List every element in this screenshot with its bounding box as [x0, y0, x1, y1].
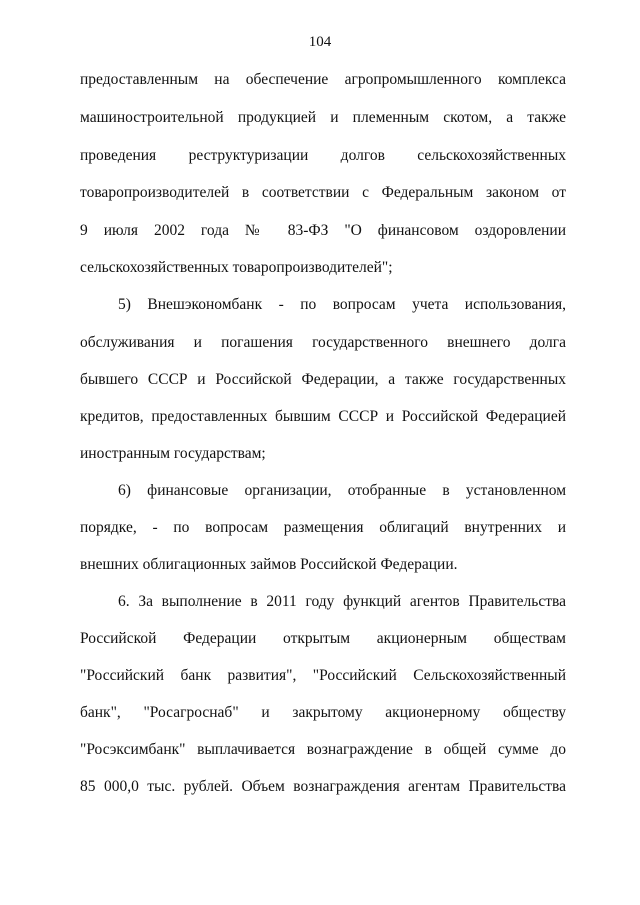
text-line: сельскохозяйственных товаропроизводителей";: [80, 259, 393, 276]
text-line: внешних облигационных займов Российской Федерации.: [80, 556, 458, 573]
text-line: товаропроизводителей в соответствии с Федеральным законом от: [80, 184, 566, 201]
text-line: "Российский банк развития", "Российский Сельскохозяйственный: [80, 667, 566, 684]
text-line: порядке, - по вопросам размещения облигаций внутренних и: [80, 519, 566, 536]
text-line: иностранным государствам;: [80, 445, 266, 462]
text-line: 6. За выполнение в 2011 году функций агентов Правительства: [118, 593, 566, 610]
text-line: 85 000,0 тыс. рублей. Объем вознаграждения агентам Правительства: [80, 778, 566, 795]
text-line: предоставленным на обеспечение агропромышленного комплекса: [80, 71, 566, 88]
text-line: 5) Внешэкономбанк - по вопросам учета использования,: [118, 296, 566, 313]
text-line: обслуживания и погашения государственного внешнего долга: [80, 334, 566, 351]
text-line: банк", "Росагроснаб" и закрытому акционерному обществу: [80, 704, 566, 721]
text-line: бывшего СССР и Российской Федерации, а также государственных: [80, 371, 566, 388]
text-line: кредитов, предоставленных бывшим СССР и Российской Федерацией: [80, 408, 566, 425]
text-line: Российской Федерации открытым акционерным обществам: [80, 630, 566, 647]
text-line: проведения реструктуризации долгов сельскохозяйственных: [80, 147, 566, 164]
text-line: "Росэксимбанк" выплачивается вознаграждение в общей сумме до: [80, 741, 566, 758]
page-number: 104: [308, 34, 332, 50]
text-line: 9 июля 2002 года № 83-ФЗ "О финансовом оздоровлении: [80, 222, 566, 239]
text-line: 6) финансовые организации, отобранные в установленном: [118, 482, 566, 499]
text-line: машиностроительной продукцией и племенным скотом, а также: [80, 109, 566, 126]
